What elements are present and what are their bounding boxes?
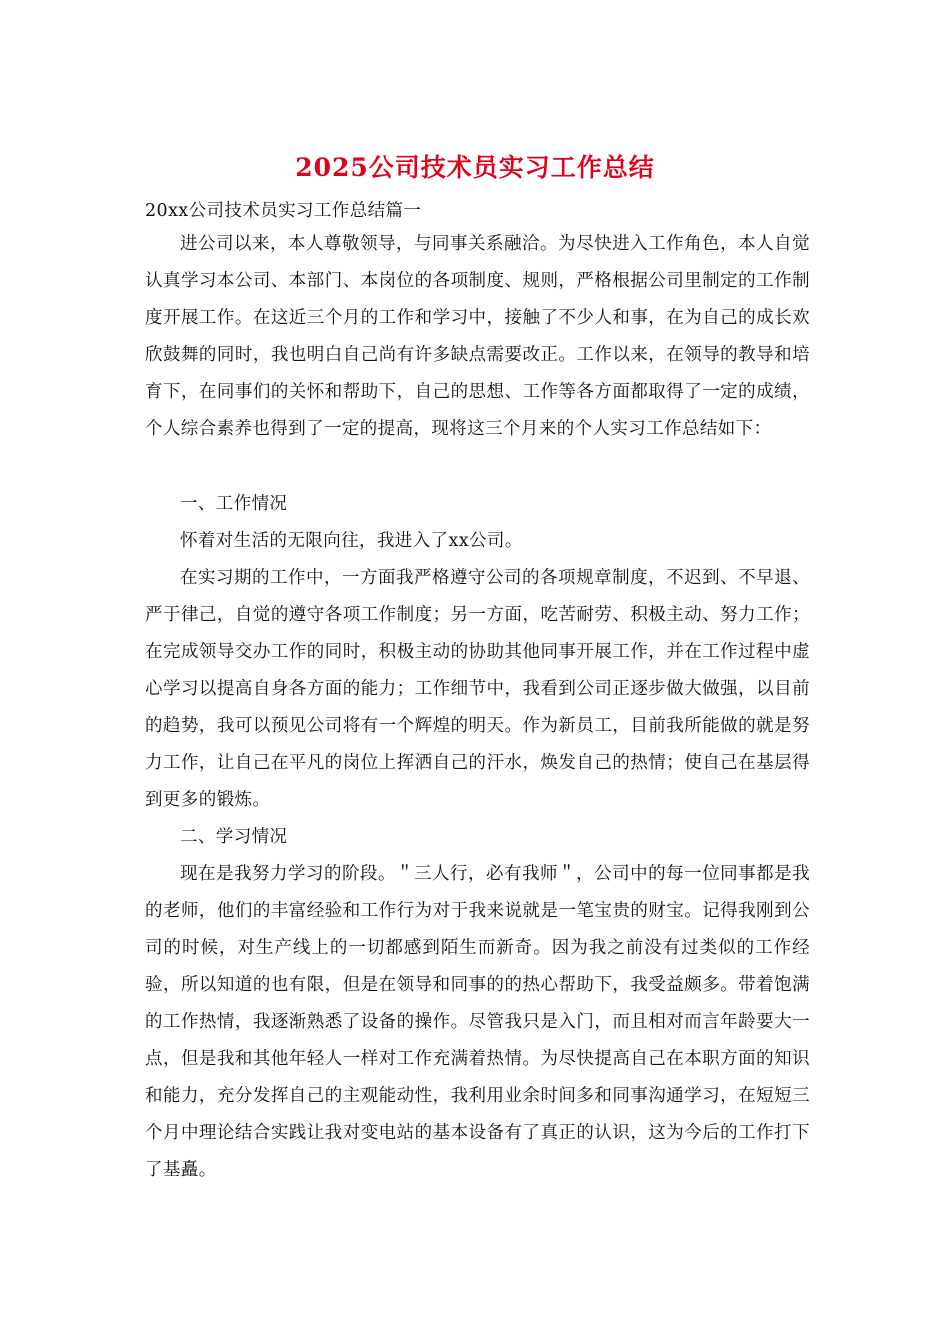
work-paragraph-2: 在实习期的工作中，一方面我严格遵守公司的各项规章制度，不迟到、不早退、严于律己，自觉的遵守各项工作制度；另一方面，吃苦耐劳、积极主动、努力工作；在完成领导交办工作的同时，积极主动的协助其他同事开展工作，并在工作过程中虚心学习以提高自身各方面的能力；工作细节中，我看到公司正逐步做大做强，以目前的趋势，我可以预见公司将有一个辉煌的明天。作为新员工，目前我所能做的就是努力工作，让自己在平凡的岗位上挥洒自己的汗水，焕发自己的热情；使自己在基层得到更多的锻炼。: [145, 568, 810, 810]
work-paragraph-1: 怀着对生活的无限向往，我进入了xx公司。: [180, 531, 523, 551]
document-subtitle: 20xx公司技术员实习工作总结篇一: [145, 201, 422, 221]
paragraph-spacer: [145, 448, 810, 486]
intro-paragraph: 进公司以来，本人尊敬领导，与同事关系融洽。为尽快进入工作角色，本人自觉认真学习本公司、本部门、本岗位的各项制度、规则，严格根据公司里制定的工作制度开展工作。在这近三个月的工作和学习中，接触了不少人和事，在为自己的成长欢欣鼓舞的同时，我也明白自己尚有许多缺点需要改正。工作以来，在领导的教导和培育下，在同事们的关怀和帮助下，自己的思想、工作等各方面都取得了一定的成绩，个人综合素养也得到了一定的提高，现将这三个月来的个人实习工作总结如下：: [145, 234, 810, 439]
document-body: [145, 196, 810, 1189]
section-heading-work: 一、工作情况: [180, 494, 288, 514]
study-paragraph-1: 现在是我努力学习的阶段。＂三人行，必有我师＂，公司中的每一位同事都是我的老师，他们的丰富经验和工作行为对于我来说就是一笔宝贵的财宝。记得我刚到公司的时候，对生产线上的一切都感到陌生而新奇。因为我之前没有过类似的工作经验，所以知道的也有限，但是在领导和同事的的热心帮助下，我受益颇多。带着饱满的工作热情，我逐渐熟悉了设备的操作。尽管我只是入门，而且相对而言年龄要大一点，但是我和其他年轻人一样对工作充满着热情。为尽快提高自己在本职方面的知识和能力，充分发挥自己的主观能动性，我利用业余时间多和同事沟通学习，在短短三个月中理论结合实践让我对变电站的基本设备有了真正的认识，这为今后的工作打下了基矗。: [145, 864, 810, 1180]
section-heading-study: 二、学习情况: [180, 827, 288, 847]
document-title: 2025公司技术员实习工作总结: [295, 153, 655, 182]
